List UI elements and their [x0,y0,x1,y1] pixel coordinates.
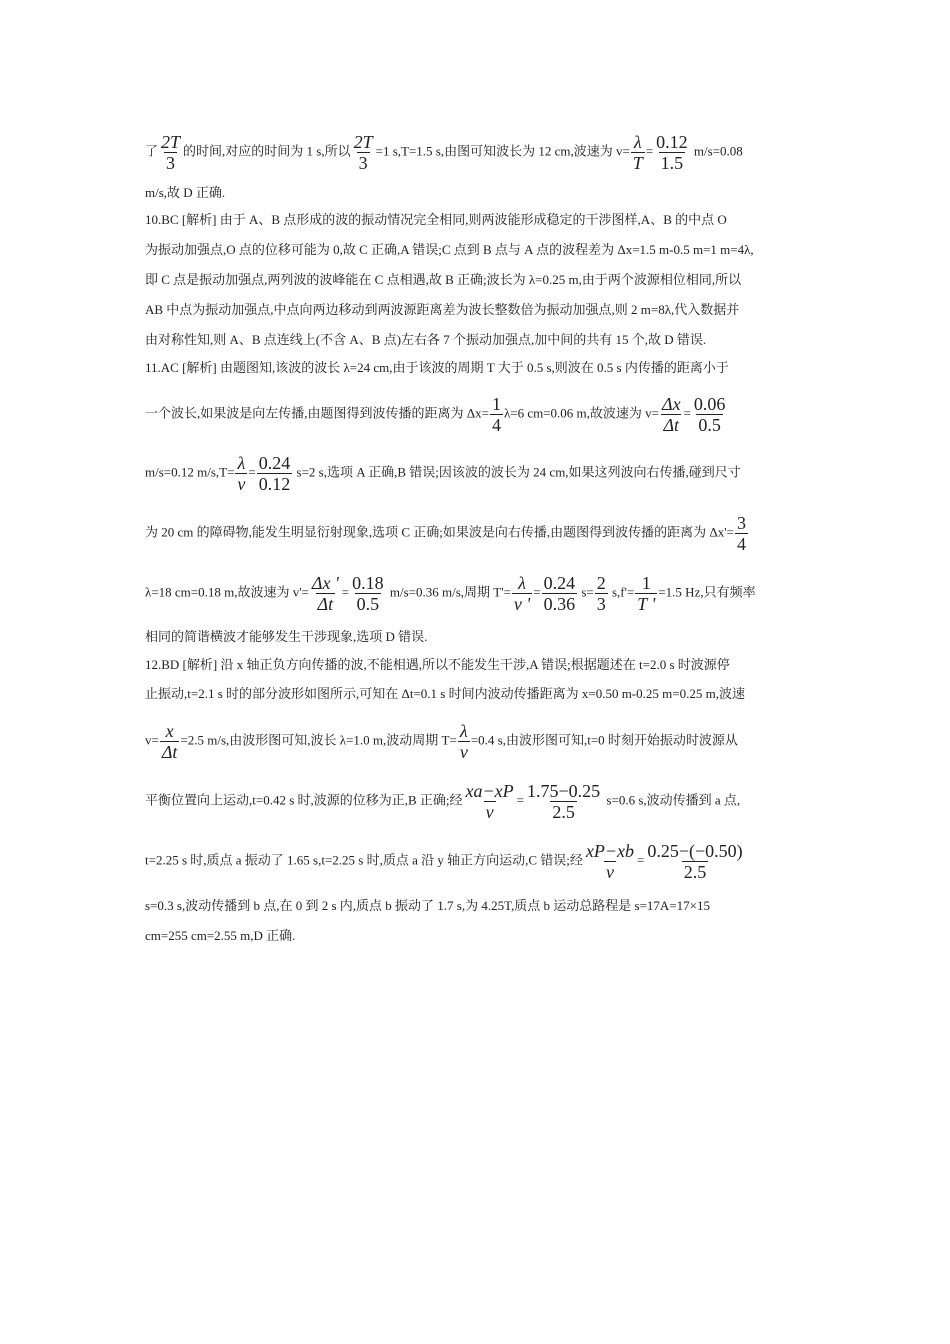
text-line: t=2.25 s 时,质点 a 振动了 1.65 s,t=2.25 s 时,质点 a 沿 y 轴正方向运动,C 错误;经 $\frac{xP-xb}{v}$ = $\frac{0.25-(-0.50)}{2.5}$ [145,841,743,882]
text-line: λ=18 cm=0.18 m,故波速为 v'= $\frac{\Delta x '}{\Delta t}$ = $\frac{0.18}{0.5}$ m/s=0.36 m/s,周期 T'= $\frac{\lambda}{v '}$ = $\frac{0.24}{0.36}$ s= $\frac{2}{3}$ s,f'= $\frac{1}{T '}$ =1.5 Hz,只有频率 [145,573,756,614]
fraction: $\frac{0.12}{1.5}$ [656,132,688,173]
fraction: $\frac{1}{4}$ [491,394,501,435]
text-line: 平衡位置向上运动,t=0.42 s 时,波源的位移为正,B 正确;经 $\frac{xa-xP}{v}$ = $\frac{1.75-0.25}{2.5}$ s=0.6 s,波动传播到 a 点, [145,781,741,822]
fraction: $\frac{\lambda}{T}$ [632,132,643,173]
text-line: 了 $\frac{2T}{3}$ 的时间,对应的时间为 1 s,所以 $\frac{2T}{3}$ =1 s,T=1.5 s,由图可知波长为 12 cm,波速为 v= $\frac{\lambda}{T}$ = $\frac{0.12}{1.5}$ m/s=0.08 [145,132,743,173]
fraction: $\frac{\Delta x '}{\Delta t}$ [311,573,339,614]
text-line: v= $\frac{x}{\Delta t}$ =2.5 m/s,由波形图可知,波长 λ=1.0 m,波动周期 T= $\frac{\lambda}{v}$ =0.4 s,由波形图可知,t=0 时刻开始振动时波源从 [145,721,738,762]
fraction: $\frac{2}{3}$ [596,573,606,614]
fraction: $\frac{1.75-0.25}{2.5}$ [527,781,601,822]
fraction: $\frac{0.18}{0.5}$ [352,573,384,614]
text-line: 止振动,t=2.1 s 时的部分波形如图所示,可知在 Δt=0.1 s 时间内波动传播距离为 x=0.50 m-0.25 m=0.25 m,波速 [145,686,745,701]
text-line: 为 20 cm 的障碍物,能发生明显衍射现象,选项 C 正确;如果波是向右传播,由题图得到波传播的距离为 Δx'= $\frac{3}{4}$ [145,513,746,554]
text-line: 即 C 点是振动加强点,两列波的波峰能在 C 点相遇,故 B 正确;波长为 λ=0.25 m,由于两个波源相位相同,所以 [145,272,742,287]
fraction: $\frac{\lambda}{v}$ [237,453,246,494]
text-line: 10.BC [解析] 由于 A、B 点形成的波的振动情况完全相同,则两波能形成稳定的干涉图样,A、B 的中点 O [145,212,727,227]
fraction: $\frac{0.24}{0.12}$ [258,453,291,494]
fraction: $\frac{xP-xb}{v}$ [585,841,635,882]
text-line: m/s,故 D 正确. [145,185,226,200]
text-run: 的时间,对应的时间为 1 s,所以 [183,143,351,159]
text-run: m/s=0.08 [690,143,743,159]
text-run: =1 s,T=1.5 s,由图可知波长为 12 cm,波速为 v= [375,143,630,159]
fraction: $\frac{xa-xP}{v}$ [465,781,514,822]
fraction: $\frac{1}{T '}$ [637,573,656,614]
text-line: AB 中点为振动加强点,中点向两边移动到两波源距离差为波长整数倍为振动加强点,则 2 m=8λ,代入数据并 [145,302,740,317]
text-line: cm=255 cm=2.55 m,D 正确. [145,928,296,943]
fraction: $\frac{0.24}{0.36}$ [543,573,576,614]
fraction: $\frac{\lambda}{v '}$ [513,573,531,614]
fraction: $\frac{\lambda}{v}$ [459,721,468,762]
fraction: $\frac{x}{\Delta t}$ [161,721,178,762]
text-line: 由对称性知,则 A、B 点连线上(不含 A、B 点)左右各 7 个振动加强点,加中间的共有 15 个,故 D 错误. [145,332,707,347]
text-line: 一个波长,如果波是向左传播,由题图得到波传播的距离为 Δx= $\frac{1}{4}$ λ=6 cm=0.06 m,故波速为 v= $\frac{\Delta x}{\Delta t}$ = $\frac{0.06}{0.5}$ [145,394,726,435]
fraction: $\frac{\Delta x}{\Delta t}$ [662,394,681,435]
fraction: $\frac{2T}{3}$ [353,132,373,173]
text-line: 11.AC [解析] 由题图知,该波的波长 λ=24 cm,由于该波的周期 T 大于 0.5 s,则波在 0.5 s 内传播的距离小于 [145,360,729,375]
fraction: $\frac{2T}{3}$ [161,132,181,173]
text-line: 12.BD [解析] 沿 x 轴正负方向传播的波,不能相遇,所以不能发生干涉,A 错误;根据题述在 t=2.0 s 时波源停 [145,657,730,672]
fraction: $\frac{0.25-(-0.50)}{2.5}$ [647,841,743,882]
text-run: 了 [145,143,159,159]
text-line: m/s=0.12 m/s,T= $\frac{\lambda}{v}$ = $\frac{0.24}{0.12}$ s=2 s,选项 A 正确,B 错误;因该波的波长为 24 cm,如果这列波向右传播,碰到尺寸 [145,453,741,494]
fraction: $\frac{0.06}{0.5}$ [693,394,726,435]
text-line: 为振动加强点,O 点的位移可能为 0,故 C 正确,A 错误;C 点到 B 点与 A 点的波程差为 Δx=1.5 m-0.5 m=1 m=4λ, [145,242,754,257]
fraction: $\frac{3}{4}$ [736,513,746,554]
text-line: 相同的简谐横波才能够发生干涉现象,选项 D 错误. [145,629,428,644]
text-line: s=0.3 s,波动传播到 b 点,在 0 到 2 s 内,质点 b 振动了 1.7 s,为 4.25T,质点 b 运动总路程是 s=17A=17×15 [145,898,710,913]
